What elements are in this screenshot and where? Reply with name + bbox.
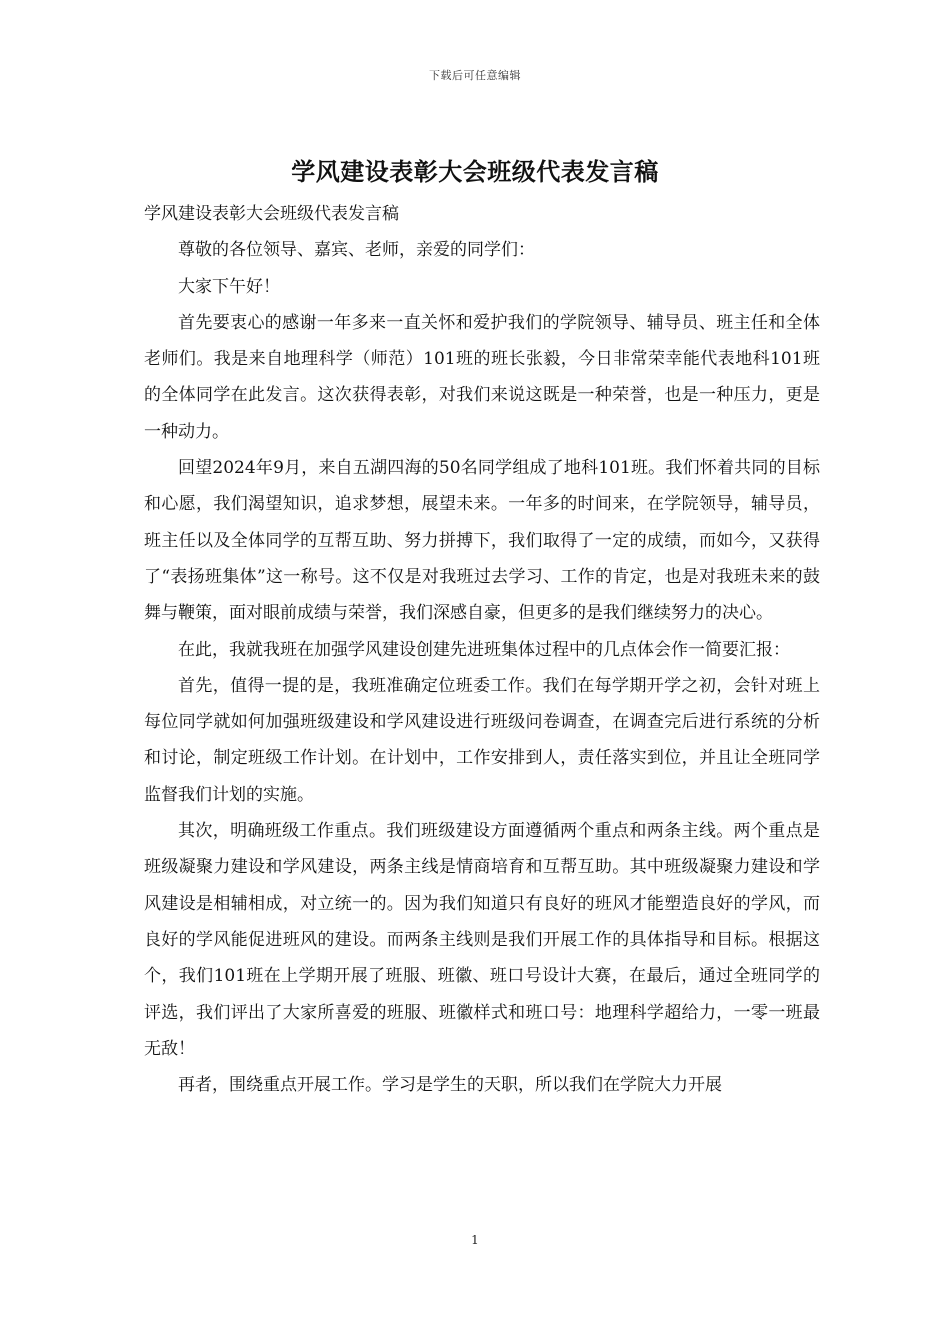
document-body <box>144 196 820 1103</box>
body-paragraph: 其次，明确班级工作重点。我们班级建设方面遵循两个重点和两条主线。两个重点是班级凝聚力建设和学风建设，两条主线是情商培育和互帮互助。其中班级凝聚力建设和学风建设是相辅相成，对立统一的。因为我们知道只有良好的班风才能塑造良好的学风，而良好的学风能促进班风的建设。而两条主线则是我们开展工作的具体指导和目标。根据这个，我们101班在上学期开展了班服、班徽、班口号设计大赛，在最后，通过全班同学的评选，我们评出了大家所喜爱的班服、班徽样式和班口号：地理科学超给力，一零一班最无敌！ <box>144 821 820 1059</box>
salutation-paragraph: 尊敬的各位领导、嘉宾、老师，亲爱的同学们： <box>178 240 535 261</box>
subtitle-paragraph: 学风建设表彰大会班级代表发言稿 <box>144 204 399 224</box>
body-paragraph: 再者，围绕重点开展工作。学习是学生的天职，所以我们在学院大力开展 <box>178 1075 722 1096</box>
document-title: 学风建设表彰大会班级代表发言稿 <box>291 157 659 186</box>
body-paragraph: 首先要衷心的感谢一年多来一直关怀和爱护我们的学院领导、辅导员、班主任和全体老师们。我是来自地理科学（师范）101班的班长张毅，今日非常荣幸能代表地科101班的全体同学在此发言。这次获得表彰，对我们来说这既是一种荣誉，也是一种压力，更是一种动力。 <box>144 312 820 442</box>
greeting-paragraph: 大家下午好！ <box>178 276 280 297</box>
body-paragraph: 回望2024年9月，来自五湖四海的50名同学组成了地科101班。我们怀着共同的目标和心愿，我们渴望知识，追求梦想，展望未来。一年多的时间来，在学院领导，辅导员，班主任以及全体同学的互帮互助、努力拼搏下，我们取得了一定的成绩，而如今，又获得了“表扬班集体”这一称号。这不仅是对我班过去学习、工作的肯定，也是对我班未来的鼓舞与鞭策，面对眼前成绩与荣誉，我们深感自豪，但更多的是我们继续努力的决心。 <box>144 458 820 624</box>
body-paragraph: 首先，值得一提的是，我班准确定位班委工作。我们在每学期开学之初，会针对班上每位同学就如何加强班级建设和学风建设进行班级问卷调查，在调查完后进行系统的分析和讨论，制定班级工作计划。在计划中，工作安排到人，责任落实到位，并且让全班同学监督我们计划的实施。 <box>144 675 820 805</box>
page-number: 1 <box>471 1233 479 1247</box>
body-paragraph: 在此，我就我班在加强学风建设创建先进班集体过程中的几点体会作一简要汇报： <box>178 639 790 660</box>
header-note: 下载后可任意编辑 <box>429 69 521 82</box>
